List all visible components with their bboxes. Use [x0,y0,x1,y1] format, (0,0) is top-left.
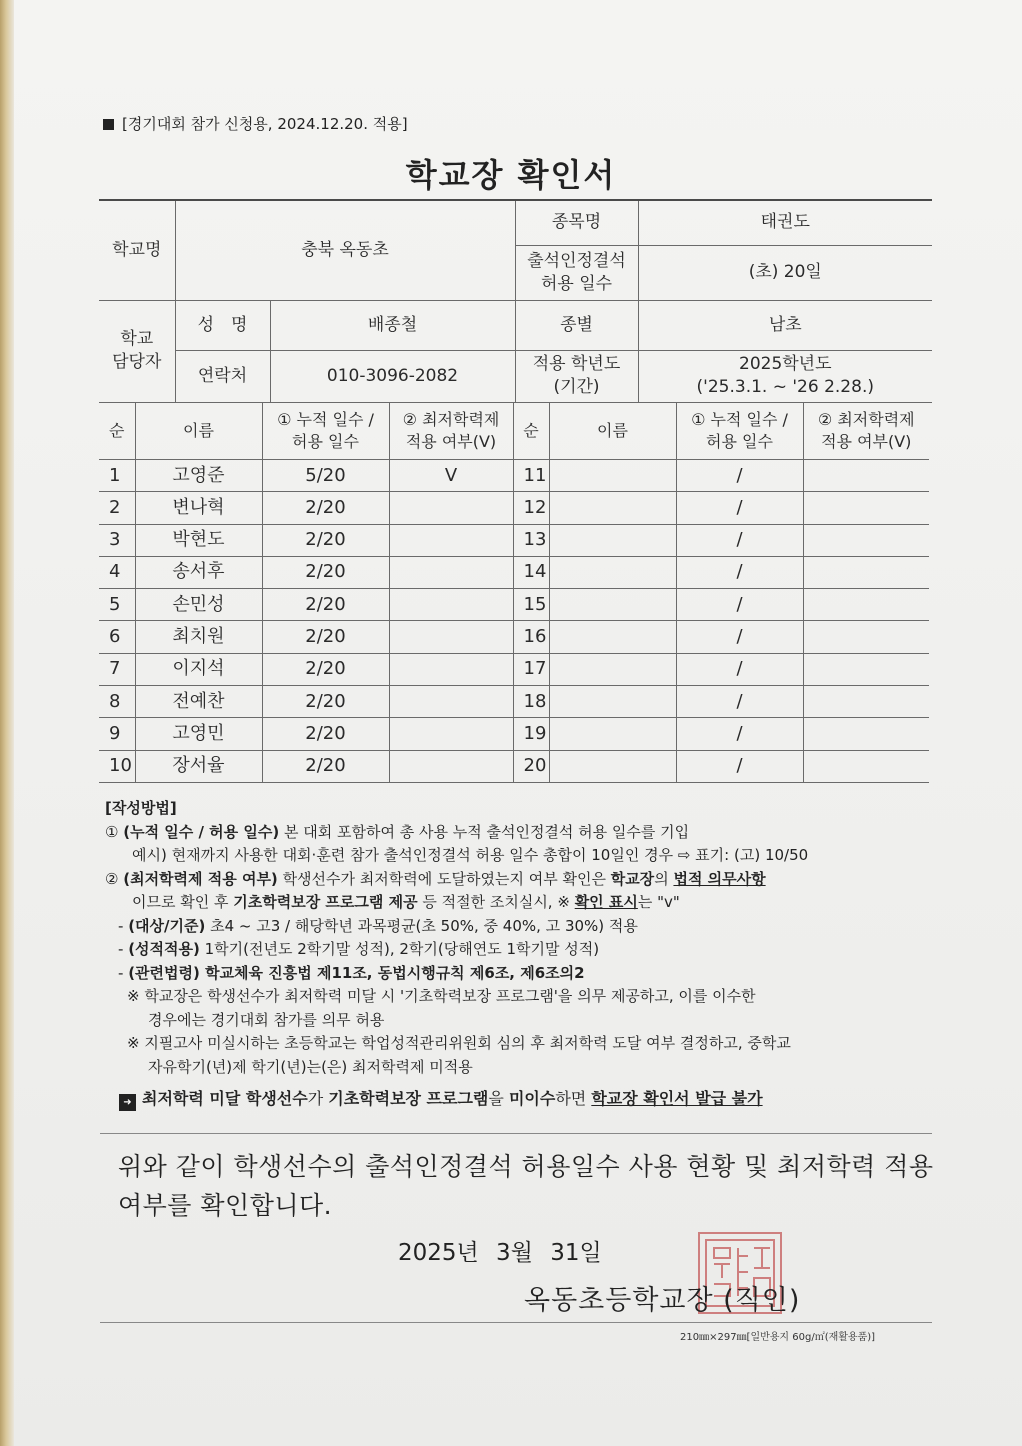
table-row [99,621,929,653]
guide-item-2-cont: 이므로 확인 후 기초학력보장 프로그램 제공 등 적절한 조치실시, ※ 확인 표시는 "v" [132,893,680,911]
student-name [549,718,676,750]
student-name [549,750,676,782]
guide-note-1-cont: 경우에는 경기대회 참가를 의무 허용 [148,1010,385,1029]
header-note: [경기대회 참가 신청용, 2024.12.20. 적용] [103,113,408,134]
student-days: / [676,621,803,653]
student-min-check [803,653,929,685]
student-days: / [676,524,803,556]
table-row [99,492,929,524]
table-row [99,653,929,685]
student-name: 최치원 [135,621,262,653]
absence-label: 출석인정결석 허용 일수 [515,245,638,300]
student-no: 14 [513,556,549,588]
student-name [549,460,676,492]
category-value: 남초 [638,300,932,350]
student-days: / [676,653,803,685]
info-table [99,199,932,403]
writing-guide [105,797,935,1111]
student-no: 13 [513,524,549,556]
student-days: / [676,589,803,621]
student-min-check [803,460,929,492]
school-value: 충북 옥동초 [175,200,515,300]
header-no-2: 순 [513,403,549,460]
student-days: / [676,718,803,750]
name-label: 성 명 [175,300,270,350]
student-min-check [389,621,513,653]
year-label: 적용 학년도 (기간) [515,350,638,402]
header-name-2: 이름 [549,403,676,460]
divider-bottom [100,1322,932,1323]
table-row [99,524,929,556]
school-label: 학교명 [99,200,175,300]
table-row [99,556,929,588]
student-name [549,556,676,588]
student-days: / [676,686,803,718]
student-days: 2/20 [262,718,389,750]
students-header-row [99,403,929,460]
student-no: 3 [99,524,135,556]
student-no: 6 [99,621,135,653]
guide-grades: - (성적적용) 1학기(전년도 2학기말 성적), 2학기(당해연도 1학기말 성적) [118,940,600,958]
guide-target: - (대상/기준) 초4 ~ 고3 / 해당학년 과목평균(초 50%, 중 40%, 고 30%) 적용 [118,916,638,935]
student-name: 고영준 [135,460,262,492]
student-name: 박현도 [135,524,262,556]
student-min-check [389,750,513,782]
student-min-check [389,589,513,621]
student-days: 2/20 [262,556,389,588]
student-no: 2 [99,492,135,524]
guide-item-1: ① (누적 일수 / 허용 일수) 본 대회 포함하여 총 사용 누적 출석인정결석 허용 일수를 기입 [105,822,690,841]
student-no: 16 [513,621,549,653]
student-days: / [676,556,803,588]
guide-heading: [작성방법] [105,799,177,817]
student-name [549,589,676,621]
student-days: 2/20 [262,653,389,685]
name-value: 배종철 [270,300,515,350]
header-no: 순 [99,403,135,460]
student-no: 19 [513,718,549,750]
student-no: 12 [513,492,549,524]
student-no: 4 [99,556,135,588]
student-name [549,686,676,718]
student-name: 이지석 [135,653,262,685]
divider-top [100,1133,932,1134]
table-row [99,750,929,782]
student-no: 11 [513,460,549,492]
student-days: 2/20 [262,492,389,524]
category-label: 종별 [515,300,638,350]
student-min-check [389,556,513,588]
student-no: 8 [99,686,135,718]
student-name: 고영민 [135,718,262,750]
absence-value: (초) 20일 [638,245,932,300]
student-no: 17 [513,653,549,685]
students-table [99,402,929,783]
student-no: 9 [99,718,135,750]
student-no: 7 [99,653,135,685]
student-min-check [389,686,513,718]
student-min-check [803,750,929,782]
student-min-check [389,653,513,685]
student-days: / [676,492,803,524]
contact-value: 010-3096-2082 [270,350,515,402]
guide-note-2-cont: 자유학기(년)제 학기(년)는(은) 최저학력제 미적용 [148,1057,473,1076]
student-name: 송서후 [135,556,262,588]
student-no: 18 [513,686,549,718]
student-no: 10 [99,750,135,782]
student-name: 손민성 [135,589,262,621]
guide-final: ➜ 최저학력 미달 학생선수가 기초학력보장 프로그램을 미이수하면 학교장 확인서 발급 불가 [105,1087,935,1111]
student-min-check [803,718,929,750]
student-no: 5 [99,589,135,621]
student-min-check [803,492,929,524]
contact-label: 연락처 [175,350,270,402]
student-name [549,492,676,524]
student-name: 변나혁 [135,492,262,524]
student-name [549,653,676,685]
header-name: 이름 [135,403,262,460]
student-name: 장서율 [135,750,262,782]
guide-note-2: ※ 지필고사 미실시하는 초등학교는 학업성적관리위원회 심의 후 최저학력 도달 여부 결정하고, 중학교 [127,1034,791,1052]
confirm-statement: 위와 같이 학생선수의 출석인정결석 허용일수 사용 현황 및 최저학력 적용 여부를 확인합니다. [118,1152,934,1220]
event-label: 종목명 [515,200,638,245]
event-value: 태권도 [638,200,932,245]
student-name [549,621,676,653]
page-title: 학교장 확인서 [405,156,617,194]
student-min-check [803,556,929,588]
header-min: ② 최저학력제 적용 여부(V) [389,403,513,460]
guide-example: 예시) 현재까지 사용한 대회·훈련 참가 출석인정결석 허용 일수 총합이 10일인 경우 ⇨ 표기: (고) 10/50 [132,846,809,864]
issue-date: 2025년 3월 31일 [398,1240,602,1266]
student-min-check: V [389,460,513,492]
student-no: 20 [513,750,549,782]
student-days: / [676,750,803,782]
guide-item-2: ② (최저학력제 적용 여부) 학생선수가 최저학력에 도달하였는지 여부 확인은 학교장의 법적 의무사항 [105,869,766,888]
student-min-check [389,718,513,750]
header-min-2: ② 최저학력제 적용 여부(V) [803,403,929,460]
student-days: 2/20 [262,750,389,782]
arrow-box-icon: ➜ [119,1094,136,1111]
table-row [99,718,929,750]
student-days: 2/20 [262,686,389,718]
table-row [99,686,929,718]
student-min-check [803,621,929,653]
student-name: 전예찬 [135,686,262,718]
student-min-check [389,524,513,556]
square-bullet-icon [103,119,114,130]
student-min-check [803,589,929,621]
manager-label: 학교 담당자 [99,300,175,402]
table-row [99,589,929,621]
paper-spec: 210㎜×297㎜[일반용지 60g/㎡(재활용품)] [680,1332,876,1343]
student-days: 2/20 [262,621,389,653]
student-days: 5/20 [262,460,389,492]
guide-note-1: ※ 학교장은 학생선수가 최저학력 미달 시 '기초학력보장 프로그램'을 의무 제공하고, 이를 이수한 [127,987,756,1005]
header-days: ① 누적 일수 / 허용 일수 [262,403,389,460]
student-rows [99,460,929,783]
guide-laws: - (관련법령) 학교체육 진흥법 제11조, 동법시행규칙 제6조, 제6조의2 [118,963,585,982]
student-days: 2/20 [262,524,389,556]
table-row [99,460,929,492]
header-days-2: ① 누적 일수 / 허용 일수 [676,403,803,460]
student-no: 1 [99,460,135,492]
student-min-check [803,524,929,556]
student-min-check [389,492,513,524]
student-days: 2/20 [262,589,389,621]
year-value: 2025학년도 ('25.3.1. ~ '26 2.28.) [638,350,932,402]
student-name [549,524,676,556]
student-min-check [803,686,929,718]
student-days: / [676,460,803,492]
signer: 옥동초등학교장 (직인) [524,1285,801,1316]
student-no: 15 [513,589,549,621]
